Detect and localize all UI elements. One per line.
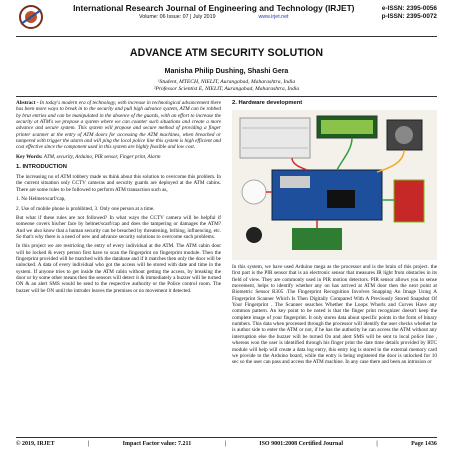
affiliation-2: ²Professor Scientist E, NIELIT, Aurangabad, Maharashtra, India [153,85,300,92]
keywords [16,154,221,160]
volume-issue: Volume: 06 Issue: 07 | July 2019 [139,13,216,20]
issn-block [382,4,437,22]
section-heading-hardware: 2. Hardware development [232,99,303,106]
paper-authors: Manisha Philip Dushing, Shashi Gera [164,68,289,75]
footer-page-number: Page 1436 [411,441,437,447]
footer-copyright: © 2019, IRJET [16,441,55,447]
journal-volume-line [46,15,382,21]
journal-footer [16,437,437,447]
section-heading-introduction: 1. INTRODUCTION [16,164,67,171]
footer-impact-factor: Impact Factor value: 7.211 [122,441,192,447]
title-rule [16,96,437,97]
abstract-text: In today's modern era of technology, with increase in technological advancement there has been more ways to break in to the security and pull high advance system, ATM can be robbed by brut entries and can be manipulated in the absence of the guards, with an effort to increase the security at ATM's we propose a system where we can counter such situations and create a more advance and secure system. This system will propose and secure method of providing a finger printer scanner at the entry of ATM doors for accessing the ATM machines, when breached or tampered with trigger the alarm and will ping the local police line this system is high efficient and cost effective since the component used in this system are highly feasible and low cost. [16,99,221,151]
affiliations [16,79,437,93]
header-rule [16,36,437,37]
footer-separator: | [376,441,378,447]
keywords-label: Key Words: [16,153,43,160]
journal-title: International Research Journal of Engineering and Technology (IRJET) [73,3,355,13]
paper-title: ADVANCE ATM SECURITY SOLUTION [129,47,324,59]
journal-header [16,4,437,34]
affiliation-1: ¹Student, MTECH, NIELIT, Aurangabad, Maharashtra, India [157,79,296,85]
intro-rule-2-3: 2. Use of mobile phone is prohibited, 3. Only one person at a time. [16,205,155,212]
footer-separator: | [224,441,226,447]
abstract-label: Abstract - [16,99,39,106]
journal-website-link[interactable]: www.irjet.net [258,13,289,20]
p-issn: p-ISSN: 2395-0072 [381,13,437,21]
hardware-circuit-image [232,110,437,260]
intro-paragraph-1: The increasing no of ATM robbery made us think about this solution to overcome this problem. In the current situation only CCTV cameras and security guards are deployed at the ATM cabins. There are some rules to be followed to perform ATM transaction such as, [16,174,221,193]
e-issn: e-ISSN: 2395-0056 [381,5,437,12]
footer-separator: | [88,441,90,447]
left-column [16,100,221,369]
keywords-text: ATM, security, Arduino, PIR sensor, Finger print, Alarm [42,153,161,160]
two-column-body [16,100,437,369]
hardware-figure [232,110,437,260]
intro-rule-1: 1. No Helmet/scarf/cap, [16,196,66,203]
intro-paragraph-3: In this project we are restricting the entry of every individual at the ATM. The ATM cabin door will be locked & every person first have to scan the fingerprint on fingerprint module. Then the fingerprint provided will be matched with the database and if it matches then only the door will be unlocked. A data of every individual who got the access will be stored with date and time in the system. If anyone tries to get inside the ATM cabin without getting the access, by breaking the door or by some other means then the sensors will detect it & immediately a buzzer will be turned ON & an alert SMS would be send to the respective authority or the Police control room. The buzzer will be ON until the intruder leaves the premises or no movement it detected. [16,243,221,294]
abstract [16,100,221,151]
hardware-paragraph: In this system, we have used Arduino mega as the processor and is the brain of this project. the first part is the PIR sensor that is an electronic sensor that measures IR light from obstacles in its field of view. They are commonly used in PIR motion detectors. PIR sensor allows you to sense movement, helps to identify whether any on has arrived at ATM door then the next point at Biometric Sensor R305 .The Fingerprint Recognition Involves Snapping An Image Using A Fingerprint Scanner Which Is Then Digitally Compared With A Previously Stored Snapshot Of Your Fingerprint . The Scanner searches Whether the Loops Whorls and Curves Have any common pattern. An key point to be noted is that the finger print recognizer doesn't keep the complete image of your fingerprint. It only stores data about specific points in the form of binary numbers. This data when processed through the processor will identify the user checks whether he is author side to enter the ATM or not, if he has the authority he can access the ATM without any interruption else the buzzer will be turned On and alert SMS will be sent to local police line , whereas won the user is identified through his finger print the date time details provided by RTC module will help will create a data log entry, this entry log is stored in the external memory card we provide to the Arduino board, while the entry is being registered the door is unlocked for 10 sec so the user can pass and access the ATM machine. In any case there and been an intrusion or [232,264,437,366]
right-column [232,100,437,369]
footer-iso: ISO 9001:2008 Certified Journal [259,441,344,447]
irjet-logo-icon [16,4,46,30]
intro-paragraph-2: But what if these rules are not followed? In what ways the CCTV camera will be helpful if someone covers his/her face by helmet/scarf/cap and does the tampering or damages the ATM? And we also know that a human security can be breached by threatening, bribing, influencing, etc. So that's why there is a need of new and advance security solutions to overcome such problems. [16,214,221,240]
